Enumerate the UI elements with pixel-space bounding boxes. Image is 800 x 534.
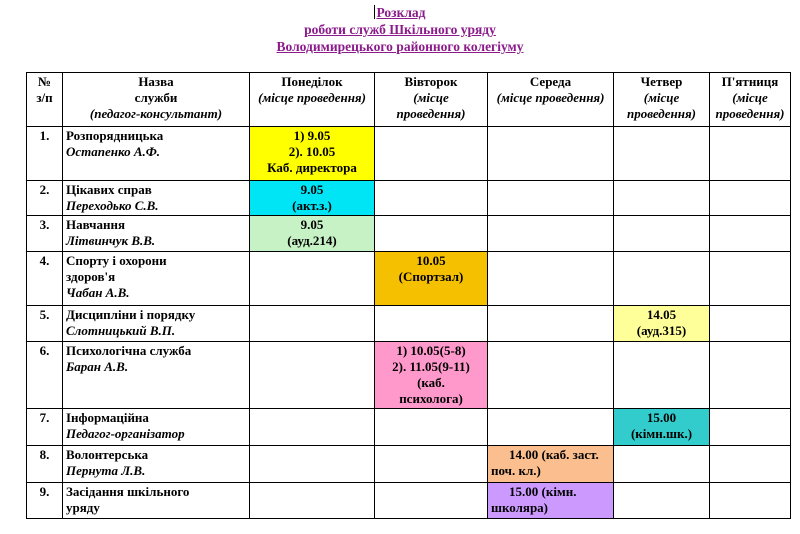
col-header-friday: П'ятниця (місце проведення) xyxy=(710,73,791,127)
empty-cell xyxy=(710,446,791,483)
col-header-monday: Понеділок (місце проведення) xyxy=(250,73,375,127)
doc-subtitle: роботи служб Шкільного уряду xyxy=(304,22,496,37)
empty-cell xyxy=(710,127,791,181)
empty-cell xyxy=(710,216,791,252)
table-row xyxy=(27,216,791,252)
row-number: 6. xyxy=(27,342,63,409)
event-cell-tuesday: 1) 10.05(5-8) 2). 11.05(9-11) (каб. психолога) xyxy=(375,342,488,409)
table-row xyxy=(27,483,791,519)
empty-cell xyxy=(375,216,488,252)
empty-cell xyxy=(710,252,791,306)
empty-cell xyxy=(250,342,375,409)
event-cell-monday: 1) 9.05 2). 10.05 Каб. директора xyxy=(250,127,375,181)
row-number: 9. xyxy=(27,483,63,519)
empty-cell xyxy=(614,181,710,216)
row-number: 5. xyxy=(27,306,63,342)
service-cell: Розпорядницька Остапенко А.Ф. xyxy=(63,127,250,181)
empty-cell xyxy=(250,306,375,342)
table-row xyxy=(27,181,791,216)
service-cell: Інформаційна Педагог-організатор xyxy=(63,409,250,446)
event-cell-monday: 9.05 (акт.з.) xyxy=(250,181,375,216)
table-row xyxy=(27,306,791,342)
empty-cell xyxy=(375,306,488,342)
table-row xyxy=(27,409,791,446)
service-cell: Дисципліни і порядку Слотницький В.П. xyxy=(63,306,250,342)
service-cell: Засідання шкільного уряду xyxy=(63,483,250,519)
empty-cell xyxy=(250,483,375,519)
row-number: 4. xyxy=(27,252,63,306)
schedule-table xyxy=(26,72,791,519)
empty-cell xyxy=(710,306,791,342)
empty-cell xyxy=(614,127,710,181)
doc-subtitle-institution: Володимирецького районного колегіуму xyxy=(276,39,524,54)
empty-cell xyxy=(488,342,614,409)
event-cell-wednesday: 15.00 (кімн. школяра) xyxy=(488,483,614,519)
empty-cell xyxy=(488,409,614,446)
row-number: 3. xyxy=(27,216,63,252)
empty-cell xyxy=(710,483,791,519)
empty-cell xyxy=(614,252,710,306)
service-cell: Спорту і охорони здоров'я Чабан А.В. xyxy=(63,252,250,306)
event-cell-tuesday: 10.05 (Спортзал) xyxy=(375,252,488,306)
col-header-name: Назва служби (педагог-консультант) xyxy=(63,73,250,127)
empty-cell xyxy=(250,446,375,483)
event-cell-monday: 9.05 (ауд.214) xyxy=(250,216,375,252)
service-cell: Цікавих справ Переходько С.В. xyxy=(63,181,250,216)
event-cell-thursday: 15.00 (кімн.шк.) xyxy=(614,409,710,446)
service-cell: Волонтерська Пернута Л.В. xyxy=(63,446,250,483)
row-number: 8. xyxy=(27,446,63,483)
empty-cell xyxy=(614,216,710,252)
empty-cell xyxy=(614,342,710,409)
table-row xyxy=(27,342,791,409)
empty-cell xyxy=(710,342,791,409)
empty-cell xyxy=(614,483,710,519)
header-row xyxy=(27,73,791,127)
table-row xyxy=(27,127,791,181)
col-header-num: № з/п xyxy=(27,73,63,127)
row-number: 1. xyxy=(27,127,63,181)
empty-cell xyxy=(250,409,375,446)
empty-cell xyxy=(488,252,614,306)
empty-cell xyxy=(710,409,791,446)
event-cell-thursday: 14.05 (ауд.315) xyxy=(614,306,710,342)
empty-cell xyxy=(375,181,488,216)
empty-cell xyxy=(488,306,614,342)
empty-cell xyxy=(375,409,488,446)
empty-cell xyxy=(250,252,375,306)
empty-cell xyxy=(375,483,488,519)
doc-title: Розклад xyxy=(376,5,426,20)
empty-cell xyxy=(375,446,488,483)
service-cell: Навчання Літвинчук В.В. xyxy=(63,216,250,252)
event-cell-wednesday: 14.00 (каб. заст. поч. кл.) xyxy=(488,446,614,483)
row-number: 2. xyxy=(27,181,63,216)
service-cell: Психологічна служба Баран А.В. xyxy=(63,342,250,409)
empty-cell xyxy=(710,181,791,216)
col-header-wednesday: Середа (місце проведення) xyxy=(488,73,614,127)
empty-cell xyxy=(488,181,614,216)
empty-cell xyxy=(488,216,614,252)
table-row xyxy=(27,446,791,483)
col-header-tuesday: Вівторок (місце проведення) xyxy=(375,73,488,127)
col-header-thursday: Четвер (місце проведення) xyxy=(614,73,710,127)
table-row xyxy=(27,252,791,306)
empty-cell xyxy=(375,127,488,181)
empty-cell xyxy=(488,127,614,181)
empty-cell xyxy=(614,446,710,483)
row-number: 7. xyxy=(27,409,63,446)
